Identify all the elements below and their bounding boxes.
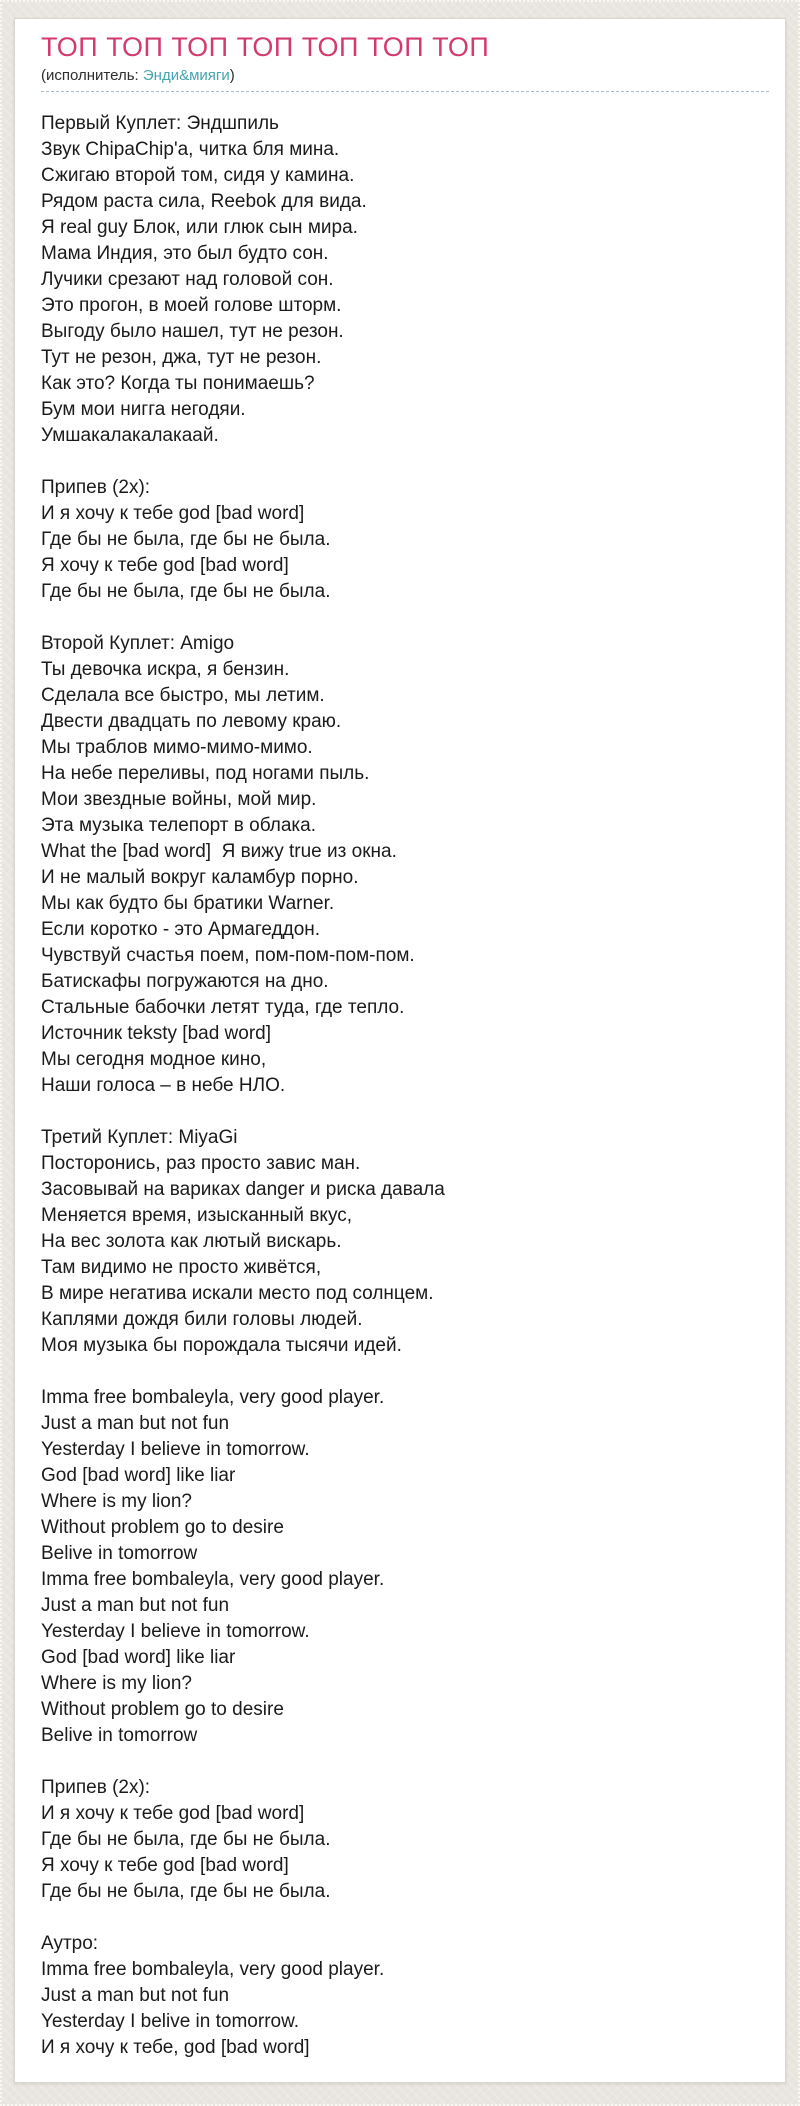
lyrics-line: И я хочу к тебе, god [bad word] xyxy=(41,2037,310,2059)
lyrics-line: Засовывай на вариках danger и риска давала xyxy=(41,1179,445,1201)
lyrics-line: Мои звездные войны, мой мир. xyxy=(41,789,317,811)
lyrics-line: Если коротко - это Армагеддон. xyxy=(41,919,321,941)
lyrics-line: Эта музыка телепорт в облака. xyxy=(41,815,316,837)
card-content xyxy=(15,19,785,2085)
lyrics-line: Without problem go to desire xyxy=(41,1517,284,1539)
lyrics-line: Источник teksty [bad word] xyxy=(41,1023,272,1045)
lyrics-line: Just a man but not fun xyxy=(41,1595,230,1617)
lyrics-line: Imma free bombaleyla, very good player. xyxy=(41,1387,385,1409)
lyrics-line: God [bad word] like liar xyxy=(41,1647,236,1669)
lyrics-line xyxy=(41,449,769,475)
lyrics-line: Yesterday I believe in tomorrow. xyxy=(41,1621,310,1643)
lyrics-line: What the [bad word] Я вижу true из окна. xyxy=(41,841,397,863)
lyrics-line: В мире негатива искали место под солнцем. xyxy=(41,1283,434,1305)
lyrics-line: Это прогон, в моей голове шторм. xyxy=(41,295,342,317)
artist-link[interactable]: Энди&мияги xyxy=(142,67,230,85)
lyrics-line: Мы траблов мимо-мимо-мимо. xyxy=(41,737,313,759)
lyrics-line xyxy=(41,605,769,631)
lyrics-line: Where is my lion? xyxy=(41,1491,192,1513)
lyrics-line: На небе переливы, под ногами пыль. xyxy=(41,763,370,785)
lyrics-line: Imma free bombaleyla, very good player. xyxy=(41,1569,385,1591)
lyrics-line: Второй Куплет: Amigo xyxy=(41,633,235,655)
lyrics-line: Посторонись, раз просто завис ман. xyxy=(41,1153,361,1175)
lyrics-line: Первый Куплет: Эндшпиль xyxy=(41,113,279,135)
lyrics-line: Я хочу к тебе god [bad word] xyxy=(41,555,289,577)
lyrics-line: Где бы не была, где бы не была. xyxy=(41,529,331,551)
lyrics-line: Я хочу к тебе god [bad word] xyxy=(41,1855,289,1877)
lyrics-line: Аутро: xyxy=(41,1933,99,1955)
lyrics-line: Умшакалакалакаай. xyxy=(41,425,219,447)
lyrics-line: Выгоду было нашел, тут не резон. xyxy=(41,321,344,343)
lyrics-line xyxy=(41,1099,769,1125)
lyrics-line: Где бы не была, где бы не была. xyxy=(41,1881,331,1903)
lyrics-line: Стальные бабочки летят туда, где тепло. xyxy=(41,997,405,1019)
lyrics-line: На вес золота как лютый вискарь. xyxy=(41,1231,342,1253)
lyrics-line: Where is my lion? xyxy=(41,1673,192,1695)
lyrics-text xyxy=(41,111,769,2085)
lyrics-line: Я real guy Блок, или глюк сын мира. xyxy=(41,217,358,239)
lyrics-line xyxy=(41,1905,769,1931)
lyrics-line: Двести двадцать по левому краю. xyxy=(41,711,342,733)
lyrics-line: Чувствуй счастья поем, пом-пом-пом-пом. xyxy=(41,945,415,967)
lyrics-line: Где бы не была, где бы не была. xyxy=(41,1829,331,1851)
lyrics-line: Моя музыка бы порождала тысячи идей. xyxy=(41,1335,402,1357)
lyrics-line: Наши голоса – в небе НЛО. xyxy=(41,1075,286,1097)
lyrics-line: Лучики срезают над головой сон. xyxy=(41,269,334,291)
lyrics-line: Сделала все быстро, мы летим. xyxy=(41,685,325,707)
lyrics-line: Belive in tomorrow xyxy=(41,1725,198,1747)
lyrics-line: Каплями дождя били головы людей. xyxy=(41,1309,363,1331)
lyrics-line: Yesterday I believe in tomorrow. xyxy=(41,1439,310,1461)
lyrics-line: Мы сегодня модное кино, xyxy=(41,1049,267,1071)
lyrics-line: Припев (2x): xyxy=(41,1777,151,1799)
lyrics-line: И не малый вокруг каламбур порно. xyxy=(41,867,359,889)
lyrics-line: Just a man but not fun xyxy=(41,1413,230,1435)
lyrics-line: Imma free bombaleyla, very good player. xyxy=(41,1959,385,1981)
lyrics-line: И я хочу к тебе god [bad word] xyxy=(41,503,305,525)
lyrics-line: Звук ChipaChip'а, читка бля мина. xyxy=(41,139,340,161)
artist-label-suffix: ) xyxy=(229,67,235,85)
song-title: ТОП ТОП ТОП ТОП ТОП ТОП ТОП xyxy=(41,32,490,62)
lyrics-line: Припев (2x): xyxy=(41,477,151,499)
lyrics-line: Yesterday I belive in tomorrow. xyxy=(41,2011,300,2033)
lyrics-line: Где бы не была, где бы не была. xyxy=(41,581,331,603)
lyrics-line: Бум мои нигга негодяи. xyxy=(41,399,246,421)
lyrics-line: God [bad word] like liar xyxy=(41,1465,236,1487)
lyrics-line: Сжигаю второй том, сидя у камина. xyxy=(41,165,355,187)
lyrics-line xyxy=(41,1749,769,1775)
lyrics-line xyxy=(41,1359,769,1385)
lyrics-line: Ты девочка искра, я бензин. xyxy=(41,659,290,681)
lyrics-line: Меняется время, изысканный вкус, xyxy=(41,1205,353,1227)
lyrics-line: Третий Куплет: MiyaGi xyxy=(41,1127,238,1149)
lyrics-line: Тут не резон, джа, тут не резон. xyxy=(41,347,322,369)
lyrics-line: Батискафы погружаются на дно. xyxy=(41,971,329,993)
lyrics-line: Without problem go to desire xyxy=(41,1699,284,1721)
lyrics-card xyxy=(14,18,786,2083)
lyrics-line: Just a man but not fun xyxy=(41,1985,230,2007)
lyrics-line: Там видимо не просто живётся, xyxy=(41,1257,322,1279)
lyrics-line: Belive in tomorrow xyxy=(41,1543,198,1565)
lyrics-line: И я хочу к тебе god [bad word] xyxy=(41,1803,305,1825)
artist-line xyxy=(41,67,769,92)
lyrics-line: Как это? Когда ты понимаешь? xyxy=(41,373,315,395)
lyrics-line: Мама Индия, это был будто сон. xyxy=(41,243,329,265)
lyrics-line: Рядом раста сила, Reebok для вида. xyxy=(41,191,367,213)
artist-label-prefix: (исполнитель: xyxy=(41,67,143,85)
lyrics-line: Мы как будто бы братики Warner. xyxy=(41,893,335,915)
